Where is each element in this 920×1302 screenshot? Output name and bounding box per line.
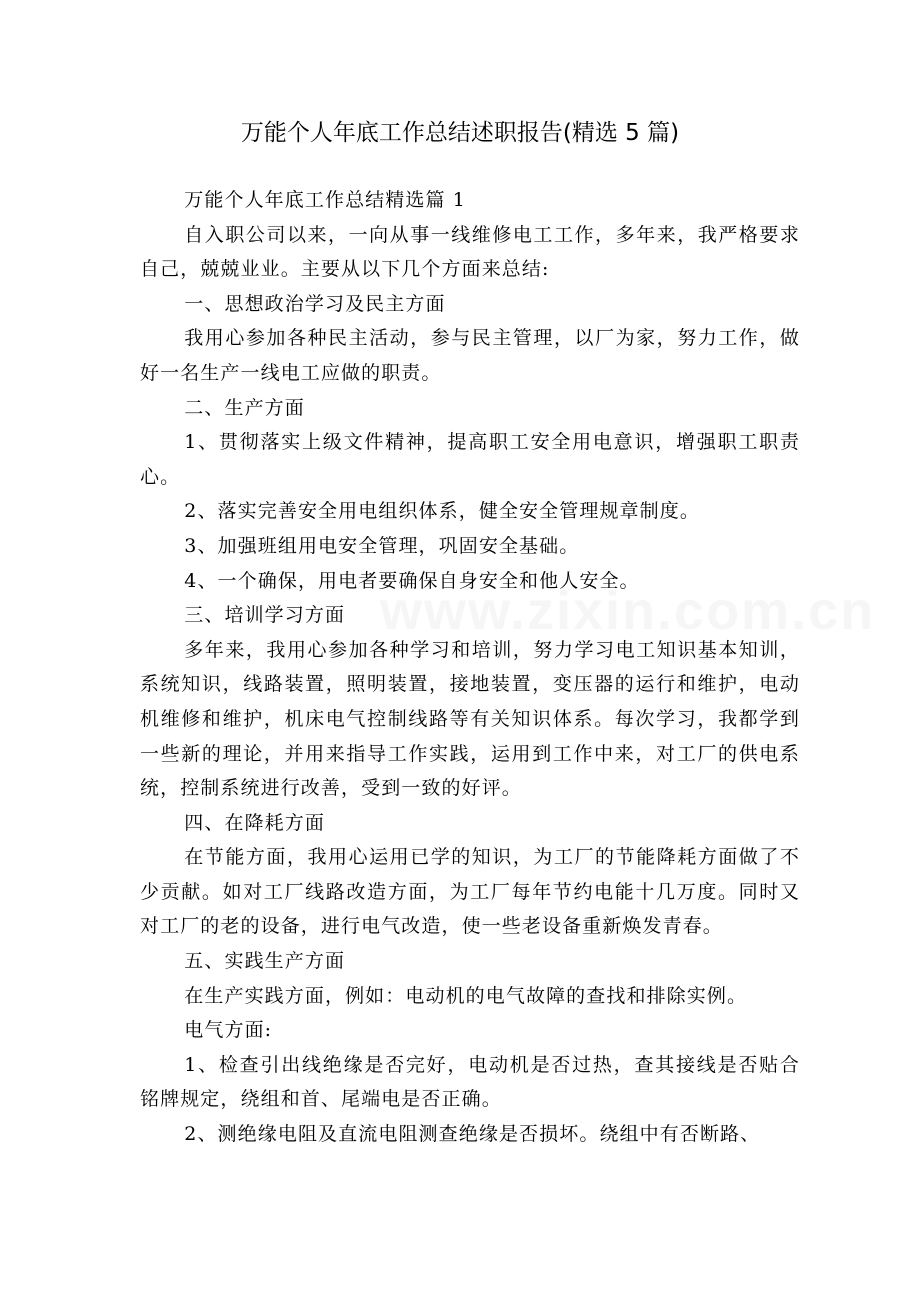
list-item: 1、检查引出线绝缘是否完好，电动机是否过热，查其接线是否贴合铭牌规定，绕组和首、尾端电是否正确。 (140, 1053, 800, 1111)
section-heading: 一、思想政治学习及民主方面 (184, 292, 446, 315)
document-body (140, 183, 800, 1152)
document-title: 万能个人年底工作总结述职报告(精选 5 篇) (240, 120, 680, 146)
section-heading: 三、培训学习方面 (184, 604, 346, 627)
list-item: 3、加强班组用电安全管理，巩固安全基础。 (184, 534, 580, 557)
list-item: 2、落实完善安全用电组织体系，健全安全管理规章制度。 (184, 500, 700, 523)
paragraph: 在节能方面，我用心运用已学的知识，为工厂的节能降耗方面做了不少贡献。如对工厂线路改造方面，为工厂每年节约电能十几万度。同时又对工厂的老的设备，进行电气改造，使一些老设备重新焕发青春。 (140, 846, 800, 938)
paragraph: 在生产实践方面，例如：电动机的电气故障的查找和排除实例。 (184, 984, 748, 1007)
section-heading: 二、生产方面 (184, 396, 305, 419)
paragraph: 自入职公司以来，一向从事一线维修电工工作，多年来，我严格要求自己，兢兢业业。主要从以下几个方面来总结: (140, 223, 800, 281)
list-item: 1、贯彻落实上级文件精神，提高职工安全用电意识，增强职工职责心。 (140, 431, 800, 488)
section-heading: 四、在降耗方面 (184, 811, 325, 834)
subheading: 电气方面: (184, 1019, 273, 1042)
paragraph: 多年来，我用心参加各种学习和培训，努力学习电工知识基本知训，系统知识，线路装置，照明装置，接地装置，变压器的运行和维护，电动机维修和维护，机床电气控制线路等有关知识体系。每次学习，我都学到一些新的理论，并用来指导工作实践，运用到工作中来，对工厂的供电系统，控制系统进行改善，受到一致的好评。 (140, 638, 800, 800)
list-item: 4、一个确保，用电者要确保自身安全和他人安全。 (184, 569, 640, 592)
list-item: 2、测绝缘电阻及直流电阻测查绝缘是否损坏。绕组中有否断路、 (184, 1123, 761, 1146)
section-heading: 万能个人年底工作总结精选篇 1 (184, 189, 466, 211)
section-heading: 五、实践生产方面 (184, 950, 346, 973)
watermark-text: www.zixin.com.cn (380, 581, 876, 641)
paragraph: 我用心参加各种民主活动，参与民主管理，以厂为家，努力工作，做好一名生产一线电工应做的职责。 (140, 327, 800, 384)
